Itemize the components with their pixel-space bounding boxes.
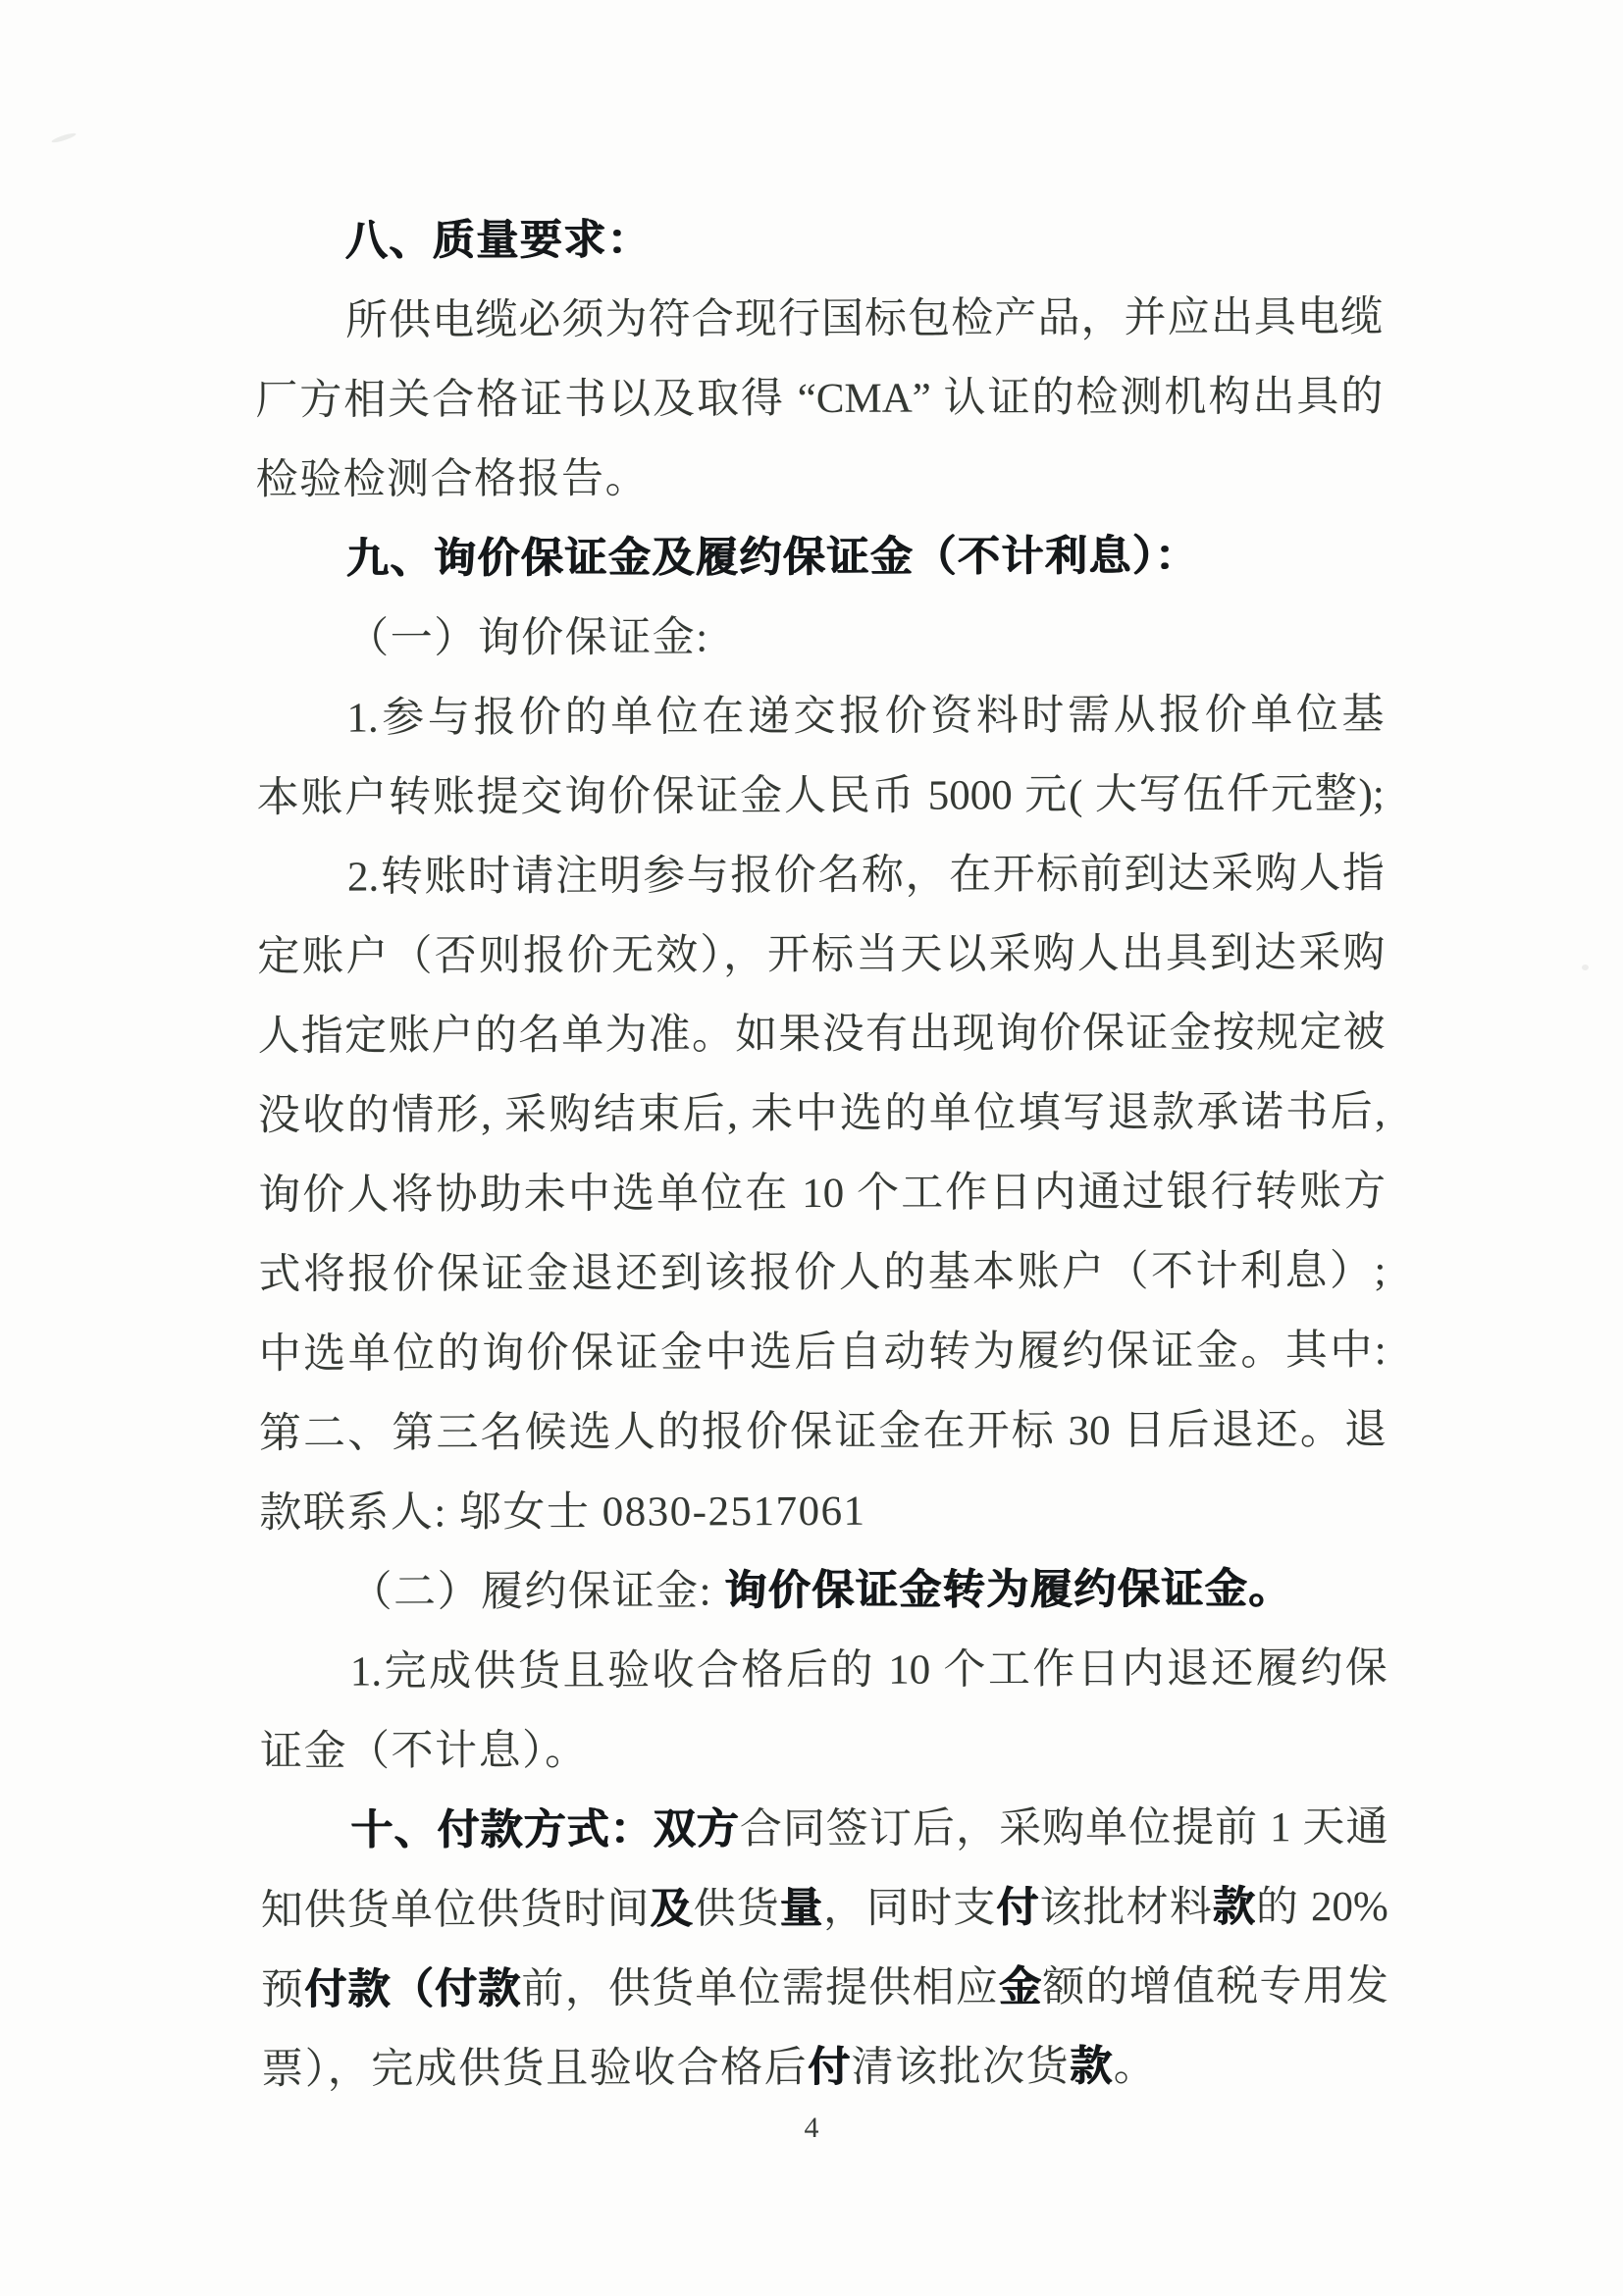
text-segment: （一）询价保证金: bbox=[346, 614, 709, 662]
bold-text-segment: 金 bbox=[998, 1964, 1043, 2011]
text-line bbox=[257, 993, 1385, 1076]
text-segment: 厂方相关合格证书以及取得 “CMA” 认证的检测机构出具的 bbox=[255, 373, 1384, 425]
bold-text-segment: 款 bbox=[1212, 1884, 1257, 1931]
bold-text-segment: 十、付款方式： bbox=[350, 1806, 654, 1854]
text-segment: 该批材料 bbox=[1039, 1884, 1213, 1932]
text-line bbox=[260, 1629, 1387, 1712]
bold-text-segment: 付款（付款 bbox=[304, 1966, 522, 2013]
text-segment: 证金（不计息）。 bbox=[260, 1727, 589, 1776]
text-segment: 额的增值税专用发 bbox=[1042, 1962, 1389, 2011]
text-line bbox=[257, 913, 1385, 997]
text-segment: 检验检测合格报告。 bbox=[255, 455, 650, 504]
text-segment: 。 bbox=[1113, 2043, 1158, 2090]
text-line bbox=[260, 1708, 1387, 1792]
page-footer bbox=[0, 2112, 1623, 2145]
text-line bbox=[256, 675, 1384, 758]
bold-text-segment: 八、质量要求： bbox=[344, 217, 652, 265]
text-line bbox=[261, 2026, 1388, 2110]
heading-section-10 bbox=[260, 1788, 1387, 1871]
text-line bbox=[259, 1390, 1387, 1474]
text-line bbox=[255, 278, 1383, 361]
text-segment: 清该批次货 bbox=[851, 2044, 1071, 2091]
heading-section-8 bbox=[255, 198, 1383, 282]
text-line bbox=[255, 437, 1383, 520]
document-body bbox=[255, 198, 1389, 2110]
text-segment: 票），完成供货且验收合格后 bbox=[261, 2045, 809, 2093]
page-number: 4 bbox=[804, 2112, 819, 2144]
text-line bbox=[261, 1867, 1388, 1951]
bold-text-segment: 款 bbox=[1070, 2043, 1114, 2091]
text-segment: 中选单位的询价保证金中选后自动转为履约保证金。其中: bbox=[258, 1327, 1387, 1379]
bold-text-segment: 九、询价保证金及履约保证金（不计利息）： bbox=[345, 533, 1199, 583]
refund-contact-line bbox=[259, 1470, 1387, 1553]
text-segment: 本账户转账提交询价保证金人民币 5000 元( 大写伍仟元整); bbox=[256, 770, 1385, 822]
text-line bbox=[257, 834, 1385, 917]
text-segment: 第二、第三名候选人的报价保证金在开标 30 日后退还。退 bbox=[258, 1406, 1387, 1458]
heading-section-9 bbox=[256, 516, 1384, 600]
text-line bbox=[255, 357, 1383, 441]
scan-speck bbox=[1582, 965, 1589, 970]
text-line bbox=[257, 755, 1385, 838]
subheading-9-1 bbox=[256, 596, 1384, 679]
text-segment: 式将报价保证金退还到该报价人的基本账户（不计利息）; bbox=[258, 1247, 1387, 1299]
text-segment: 1.参与报价的单位在递交报价资料时需从报价单位基 bbox=[346, 691, 1385, 742]
bold-text-segment: 付 bbox=[808, 2044, 852, 2092]
text-segment: 知供货单位供货时间 bbox=[260, 1886, 651, 1935]
text-line bbox=[261, 1947, 1388, 2030]
text-segment: 1.完成供货且验收合格后的 10 个工作日内退还履约保 bbox=[349, 1644, 1387, 1696]
text-line bbox=[258, 1152, 1386, 1235]
text-segment: （二）履约保证金: bbox=[349, 1568, 725, 1616]
text-line bbox=[258, 1231, 1386, 1315]
subheading-9-2 bbox=[259, 1549, 1387, 1633]
bold-text-segment: 付 bbox=[996, 1885, 1040, 1932]
text-segment: 前，供货单位需提供相应 bbox=[521, 1964, 1000, 2013]
text-segment: 所供电缆必须为符合现行国标包检产品，并应出具电缆 bbox=[344, 293, 1384, 344]
text-segment: 合同签订后，采购单位提前 1 天通 bbox=[739, 1803, 1388, 1853]
text-segment: 2.转账时请注明参与报价名称，在开标前到达采购人指 bbox=[346, 850, 1386, 901]
bold-text-segment: 双方 bbox=[653, 1806, 740, 1853]
text-line bbox=[259, 1311, 1387, 1394]
text-segment: 供货 bbox=[693, 1886, 780, 1933]
bold-text-segment: 量 bbox=[779, 1885, 824, 1933]
scan-speck bbox=[51, 131, 77, 144]
text-segment: 款联系人: 邬女士 0830-2517061 bbox=[259, 1487, 866, 1538]
text-segment: 的 20% bbox=[1255, 1883, 1388, 1931]
bold-text-segment: 及 bbox=[650, 1886, 694, 1933]
text-line bbox=[258, 1072, 1386, 1156]
bold-text-segment: 询价保证金转为履约保证金。 bbox=[724, 1566, 1292, 1615]
text-segment: 询价人将协助未中选单位在 10 个工作日内通过银行转账方 bbox=[258, 1168, 1387, 1220]
text-segment: ，同时支 bbox=[822, 1885, 997, 1932]
text-segment: 人指定账户的名单为准。如果没有出现询价保证金按规定被 bbox=[257, 1009, 1386, 1061]
text-segment: 预 bbox=[260, 1966, 305, 2013]
text-segment: 没收的情形, 采购结束后, 未中选的单位填写退款承诺书后, bbox=[257, 1088, 1386, 1140]
text-segment: 定账户（否则报价无效），开标当天以采购人出具到达采购 bbox=[257, 929, 1386, 981]
